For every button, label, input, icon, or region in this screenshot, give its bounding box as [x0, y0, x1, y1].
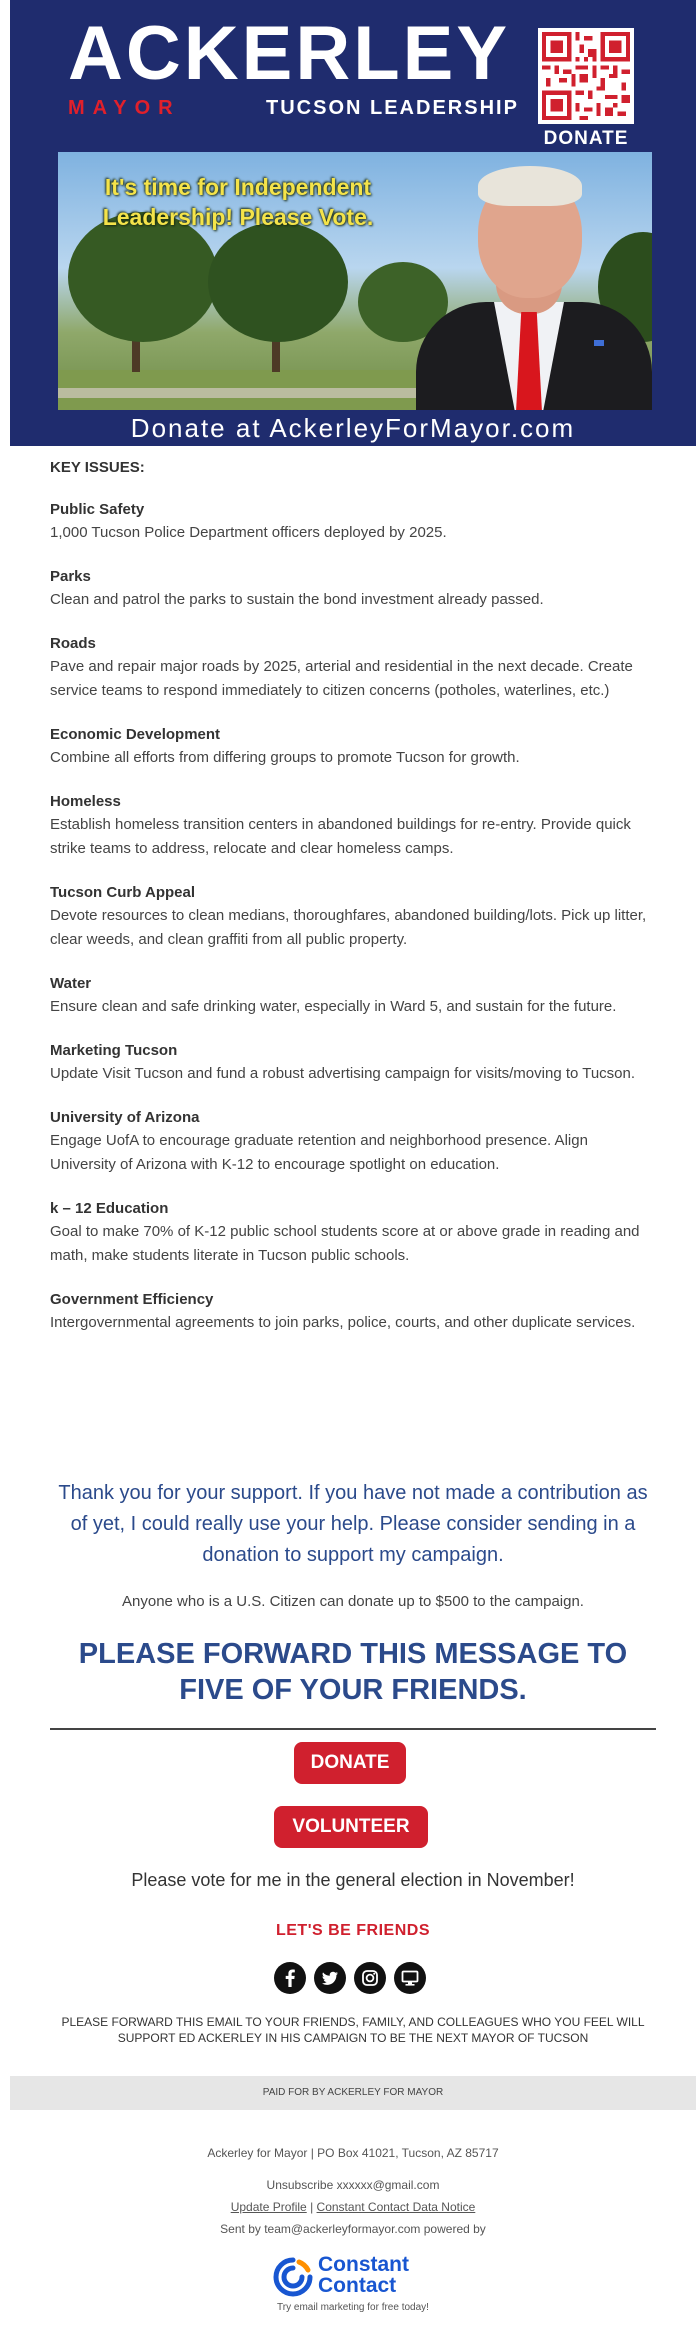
divider — [50, 1728, 656, 1730]
issue-item — [50, 565, 656, 612]
donate-button[interactable]: DONATE — [294, 1742, 406, 1784]
logo-line-2: Contact — [318, 2274, 397, 2297]
constant-contact-wordmark — [318, 2254, 409, 2296]
constant-contact-logo[interactable] — [272, 2254, 442, 2300]
issue-item — [50, 632, 656, 703]
issue-text: Intergovernmental agreements to join parks, police, courts, and other duplicate services. — [50, 1314, 636, 1331]
issue-title: Roads — [50, 635, 96, 652]
issue-item — [50, 1106, 656, 1177]
issue-item — [50, 1288, 656, 1335]
donation-limit-note: Anyone who is a U.S. Citizen can donate up to $500 to the campaign. — [122, 1593, 584, 1610]
issue-text: Pave and repair major roads by 2025, arterial and residential in the next decade. Create service teams to respond immediately to citizen concerns (potholes, waterlines, etc.) — [50, 658, 633, 699]
issue-item — [50, 723, 656, 770]
candidate-figure — [398, 152, 652, 410]
unsubscribe-link[interactable]: Unsubscribe xxxxxx@gmail.com — [266, 2178, 440, 2192]
thank-you-message: Thank you for your support. If you have not made a contribution as of yet, I could really use your help. Please consider sending in a donation to support my campaign. — [58, 1482, 648, 1566]
issue-text: 1,000 Tucson Police Department officers deployed by 2025. — [50, 524, 447, 541]
issue-title: Homeless — [50, 793, 121, 810]
footer-links — [10, 2200, 696, 2214]
issue-text: Combine all efforts from differing groups to promote Tucson for growth. — [50, 749, 520, 766]
issue-item — [50, 1039, 656, 1086]
hair-shape — [478, 166, 582, 206]
qr-code-icon[interactable] — [538, 28, 634, 124]
qr-donate-label: DONATE — [543, 128, 629, 149]
data-notice-link[interactable]: Constant Contact Data Notice — [316, 2200, 476, 2214]
logo-line-1: Constant — [318, 2253, 409, 2276]
volunteer-button[interactable]: VOLUNTEER — [274, 1806, 428, 1848]
issue-title: University of Arizona — [50, 1109, 200, 1126]
issue-title: k – 12 Education — [50, 1200, 169, 1217]
update-profile-link[interactable]: Update Profile — [230, 2200, 307, 2214]
instagram-icon[interactable] — [354, 1962, 386, 1994]
link-separator: | — [310, 2200, 314, 2214]
issue-text: Engage UofA to encourage graduate retention and neighborhood presence. Align University of Arizona with K-12 to encourage spotlight on education. — [50, 1132, 588, 1173]
key-issues-section — [50, 458, 656, 1335]
issue-item — [50, 1197, 656, 1268]
photo-tagline: It's time for Independent Leadership! Please Vote. — [102, 174, 374, 230]
issue-text: Clean and patrol the parks to sustain the bond investment already passed. — [50, 591, 544, 608]
issue-title: Tucson Curb Appeal — [50, 884, 196, 901]
brand-mayor: MAYOR — [68, 97, 181, 119]
constant-contact-mark-icon — [272, 2256, 314, 2298]
issue-text: Update Visit Tucson and fund a robust advertising campaign for visits/moving to Tucson. — [50, 1065, 636, 1082]
issue-text: Devote resources to clean medians, thoroughfares, abandoned building/lots. Pick up litter, clear weeds, and clean graffiti from all public property. — [50, 907, 647, 948]
issue-title: Marketing Tucson — [50, 1042, 178, 1059]
paid-for-bar: PAID FOR BY ACKERLEY FOR MAYOR — [10, 2076, 696, 2110]
facebook-icon[interactable] — [274, 1962, 306, 1994]
issue-item — [50, 972, 656, 1019]
issue-title: Government Efficiency — [50, 1291, 214, 1308]
issue-text: Ensure clean and safe drinking water, especially in Ward 5, and sustain for the future. — [50, 998, 617, 1015]
constant-contact-tagline[interactable]: Try email marketing for free today! — [277, 2302, 429, 2313]
social-links — [274, 1962, 430, 1996]
brand-tucson-leadership: TUCSON LEADERSHIP — [266, 97, 519, 119]
forward-email-note: PLEASE FORWARD THIS EMAIL TO YOUR FRIENDS, FAMILY, AND COLLEAGUES WHO YOU FEEL WILL SUPPORT ED ACKERLEY IN HIS CAMPAIGN TO BE THE NEXT MAYOR OF TUCSON — [61, 2015, 645, 2045]
website-icon[interactable] — [394, 1962, 426, 1994]
issue-item — [50, 790, 656, 861]
issue-item — [50, 498, 656, 545]
brand-name: ACKERLEY — [68, 11, 511, 96]
issue-title: Economic Development — [50, 726, 221, 743]
issue-title: Parks — [50, 568, 91, 585]
sent-by-line: Sent by team@ackerleyformayor.com powered by — [220, 2222, 486, 2236]
donate-url-line[interactable]: Donate at AckerleyForMayor.com — [130, 413, 576, 443]
forward-message-heading: PLEASE FORWARD THIS MESSAGE TO FIVE OF YOUR FRIENDS. — [78, 1638, 628, 1706]
lets-be-friends-heading: LET'S BE FRIENDS — [275, 1922, 431, 1939]
footer-address: Ackerley for Mayor | PO Box 41021, Tucson, AZ 85717 — [207, 2146, 499, 2160]
issue-text: Establish homeless transition centers in abandoned buildings for re-entry. Provide quick strike teams to address, relocate and clear homeless camps. — [50, 816, 631, 857]
key-issues-heading: KEY ISSUES: — [50, 459, 145, 476]
candidate-photo — [58, 152, 652, 410]
tree-decoration — [208, 222, 348, 342]
issue-title: Water — [50, 975, 92, 992]
issue-text: Goal to make 70% of K-12 public school students score at or above grade in reading and math, make students literate in Tucson public schools. — [50, 1223, 640, 1264]
vote-message: Please vote for me in the general election in November! — [131, 1870, 575, 1890]
issue-title: Public Safety — [50, 501, 145, 518]
twitter-icon[interactable] — [314, 1962, 346, 1994]
header-banner — [10, 0, 696, 446]
issue-item — [50, 881, 656, 952]
lapel-pin — [594, 340, 604, 346]
